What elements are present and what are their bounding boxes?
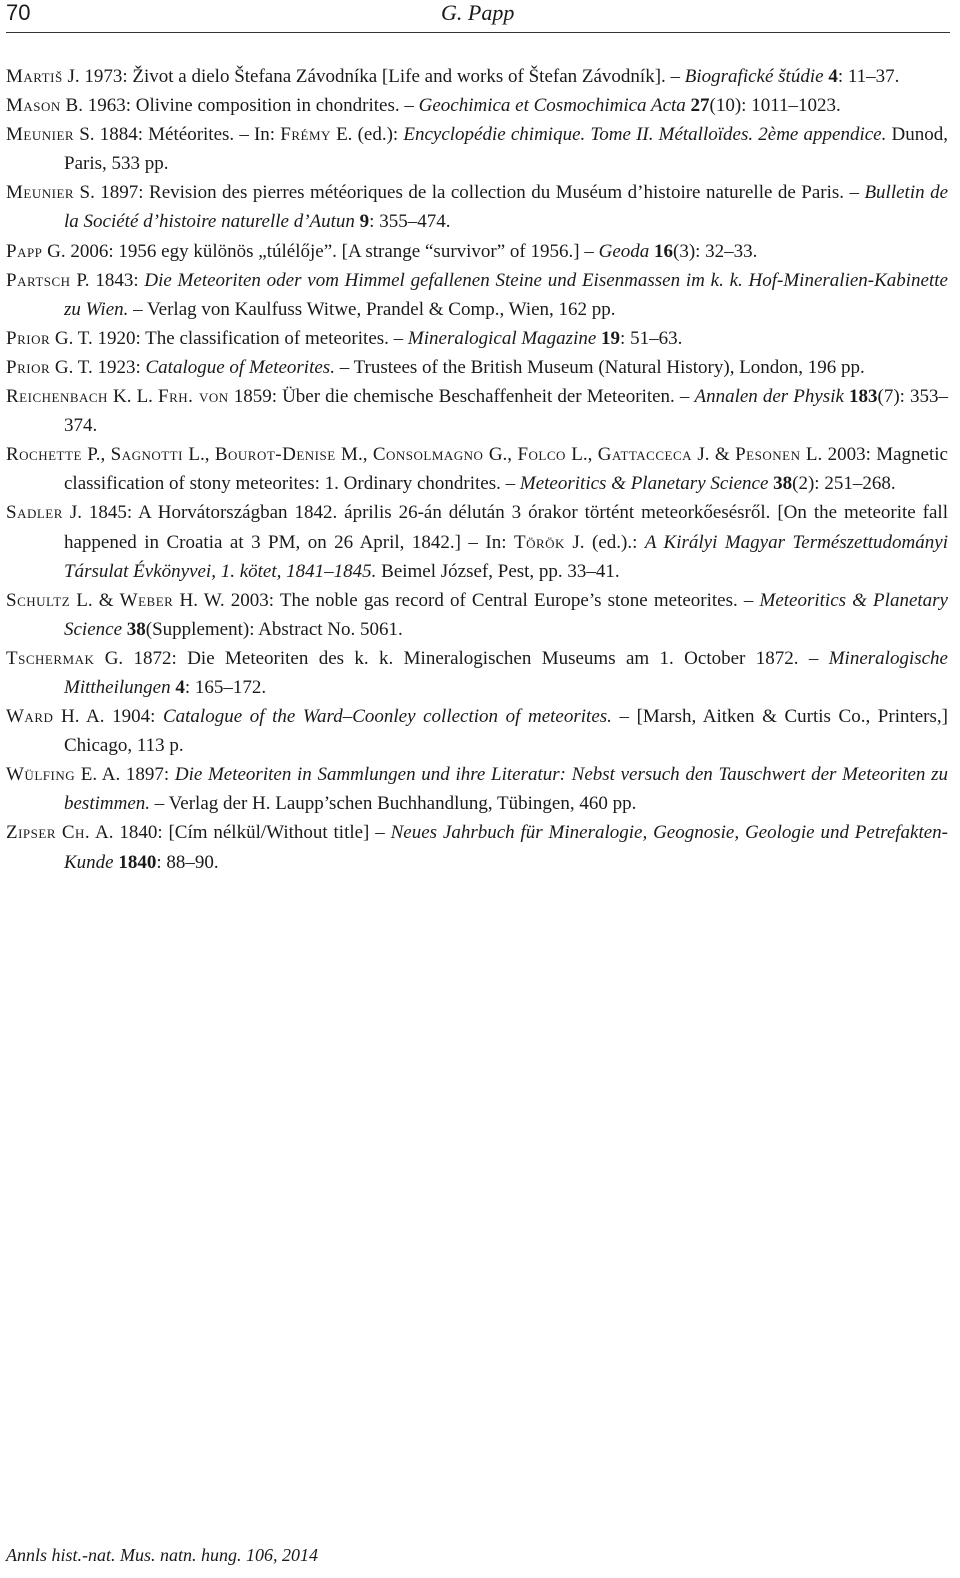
author-name: Weber <box>119 589 174 611</box>
reference-text: : 11–37. <box>837 66 900 87</box>
reference-text: : 165–172. <box>184 676 267 698</box>
volume-number: 38 <box>773 473 793 495</box>
reference-entry <box>6 818 948 876</box>
reference-text: : 88–90. <box>156 851 219 873</box>
reference-text: G. 1872: Die Meteoriten des k. k. Mineralogischen Museums am 1. October 1872. – <box>94 647 829 669</box>
title-text: A Királyi Magyar Természettudományi Társulat Évkönyvei, 1. kötet, 1841–1845. <box>64 531 948 582</box>
volume-number: 27 <box>690 95 710 117</box>
reference-text: H. W. 2003: The noble gas record of Central Europe’s stone meteorites. – <box>173 589 760 611</box>
title-text: Neues Jahrbuch für Mineralogie, Geognosie, Geologie und Petrefakten-Kunde <box>64 822 948 873</box>
title-text: Catalogue of Meteorites. <box>145 356 335 378</box>
author-name: Frémy <box>280 124 331 146</box>
reference-list <box>6 62 948 877</box>
author-name: Meunier <box>6 124 75 146</box>
reference-entry <box>6 382 948 440</box>
author-name: Schultz <box>6 589 71 611</box>
reference-text: K. L. <box>107 386 159 408</box>
reference-text: (7): 353–374. <box>64 386 949 437</box>
volume-number: 183 <box>849 386 878 408</box>
reference-text: M., <box>335 444 373 466</box>
title-text: Geoda <box>598 240 650 262</box>
reference-text: P., <box>81 444 111 466</box>
reference-text: J. 1973: Život a dielo Štefana Závodníka [Life and works of Štefan Závodník]. – <box>62 66 685 87</box>
reference-text: G. T. 1920: The classification of meteorites. – <box>50 327 408 349</box>
reference-entry <box>6 120 948 178</box>
reference-entry <box>6 62 948 91</box>
author-name: Ward <box>6 706 54 728</box>
author-name: Tschermak <box>6 647 95 669</box>
author-name: Papp <box>6 240 43 262</box>
reference-text: G. T. 1923: <box>50 356 146 378</box>
reference-text: Dunod, Paris, 533 pp. <box>64 124 948 175</box>
reference-text: – Verlag von Kaulfuss Witwe, Prandel & Comp., Wien, 162 pp. <box>128 298 616 320</box>
reference-text: – [Marsh, Aitken & Curtis Co., Printers,] Chicago, 113 p. <box>64 706 948 757</box>
reference-text: J. & <box>692 444 736 466</box>
volume-number: 19 <box>601 327 621 349</box>
author-name: Pesonen <box>735 444 801 466</box>
reference-text: (Supplement): Abstract No. 5061. <box>145 618 403 640</box>
volume-number: 38 <box>126 618 146 640</box>
author-name: Frh. von <box>158 386 229 408</box>
reference-text: L., <box>565 444 598 466</box>
reference-text: – Verlag der H. Laupp’schen Buchhandlung, Tübingen, 460 pp. <box>150 793 637 815</box>
reference-text: P. 1843: <box>70 269 145 291</box>
author-name: Meunier <box>6 182 75 204</box>
reference-entry <box>6 324 948 353</box>
reference-text: E. A. 1897: <box>75 764 175 786</box>
author-name: Wülfing <box>6 764 76 786</box>
reference-text: J. 1845: A Horvátországban 1842. április 26-án délután 3 órakor történt meteorkőesésről. [On the meteorite fall happened in Croatia at 3 PM, on 26 April, 1842.] – In: <box>62 502 948 553</box>
reference-text: : 51–63. <box>620 327 683 349</box>
title-text: Bulletin de la Société d’histoire naturelle d’Autun <box>64 182 949 233</box>
title-text: Geochimica et Cosmochimica Acta <box>418 95 686 117</box>
reference-text: (2): 251–268. <box>792 473 896 495</box>
author-name: Martiš <box>6 66 63 87</box>
title-text: Die Meteoriten in Sammlungen und ihre Literatur: Nebst versuch den Tauschwert der Meteoriten zu bestimmen. <box>64 764 948 815</box>
author-name: Consolmagno <box>372 444 484 466</box>
reference-entry <box>6 498 948 585</box>
reference-entry <box>6 702 948 760</box>
reference-text: G. 2006: 1956 egy különös „túlélője”. [A strange “survivor” of 1956.] – <box>42 240 599 262</box>
author-name: Török <box>513 531 565 553</box>
title-text: Biografické štúdie <box>684 66 824 87</box>
reference-text: (3): 32–33. <box>673 240 758 262</box>
reference-text: B. 1963: Olivine composition in chondrites. – <box>60 95 419 117</box>
title-text: Die Meteoriten oder vom Himmel gefallenen Steine und Eisenmassen im k. k. Hof-Mineralien-Kabinette zu Wien. <box>64 269 948 320</box>
author-name: Folco <box>517 444 566 466</box>
reference-entry <box>6 760 948 818</box>
title-text: Mineralogische Mittheilungen <box>64 647 948 698</box>
author-name: Mason <box>6 95 61 117</box>
title-text: Catalogue of the Ward–Coonley collection of meteorites. <box>162 706 612 728</box>
volume-number: 16 <box>654 240 673 262</box>
reference-entry <box>6 91 948 120</box>
author-name: Reichenbach <box>6 386 108 408</box>
reference-entry <box>6 237 948 266</box>
reference-entry <box>6 586 948 644</box>
reference-entry <box>6 266 948 324</box>
author-name: Prior <box>6 356 51 378</box>
reference-text: L. & <box>70 589 120 611</box>
reference-text: J. (ed.).: <box>564 531 645 553</box>
reference-entry <box>6 440 948 498</box>
title-text: Meteoritics & Planetary Science <box>64 589 948 640</box>
header-rule <box>6 32 950 33</box>
author-name: Partsch <box>6 269 71 291</box>
reference-text: (10): 1011–1023. <box>709 95 841 117</box>
reference-entry <box>6 178 948 236</box>
author-name: Gattacceca <box>597 444 693 466</box>
author-name: Sadler <box>6 502 63 524</box>
author-name: Bourot-Denise <box>214 444 336 466</box>
author-name: Sagnotti <box>110 444 183 466</box>
footer-journal: Annls hist.-nat. Mus. natn. hung. 106, 2014 <box>6 1545 319 1565</box>
reference-text: G., <box>483 444 518 466</box>
reference-text: S. 1897: Revision des pierres météoriques de la collection du Muséum d’histoire naturelle de Paris. – <box>74 182 865 204</box>
title-text: Mineralogical Magazine <box>407 327 597 349</box>
reference-text: A. 1840: [Cím nélkül/Without title] – <box>90 822 391 844</box>
title-text: Annalen der Physik <box>694 386 844 408</box>
volume-number: 1840 <box>118 851 157 873</box>
author-name: Rochette <box>6 444 82 466</box>
title-text: Encyclopédie chimique. Tome II. Métalloïdes. 2ème appendice. <box>403 124 887 146</box>
reference-entry <box>6 644 948 702</box>
running-head: G. Papp <box>441 0 515 25</box>
reference-text: L. 2003: Magnetic classification of stony meteorites: 1. Ordinary chondrites. – <box>64 444 948 495</box>
reference-text: S. 1884: Météorites. – In: <box>74 124 281 146</box>
reference-text: : 355–474. <box>369 211 451 233</box>
page-number: 70 <box>6 0 31 25</box>
reference-text: H. A. 1904: <box>53 706 163 728</box>
reference-text: 1859: Über die chemische Beschaffenheit der Meteoriten. – <box>228 386 695 408</box>
author-name: Zipser <box>6 822 57 844</box>
reference-text: – Trustees of the British Museum (Natural History), London, 196 pp. <box>334 356 865 378</box>
volume-number: 9 <box>359 211 370 233</box>
author-name: Ch. <box>61 822 91 844</box>
author-name: Prior <box>6 327 51 349</box>
volume-number: 4 <box>175 676 185 698</box>
reference-text: E. (ed.): <box>330 124 404 146</box>
volume-number: 4 <box>828 66 838 87</box>
reference-text: Beimel József, Pest, pp. 33–41. <box>376 560 620 582</box>
title-text: Meteoritics & Planetary Science <box>519 473 769 495</box>
reference-entry <box>6 353 948 382</box>
reference-text: L., <box>182 444 215 466</box>
